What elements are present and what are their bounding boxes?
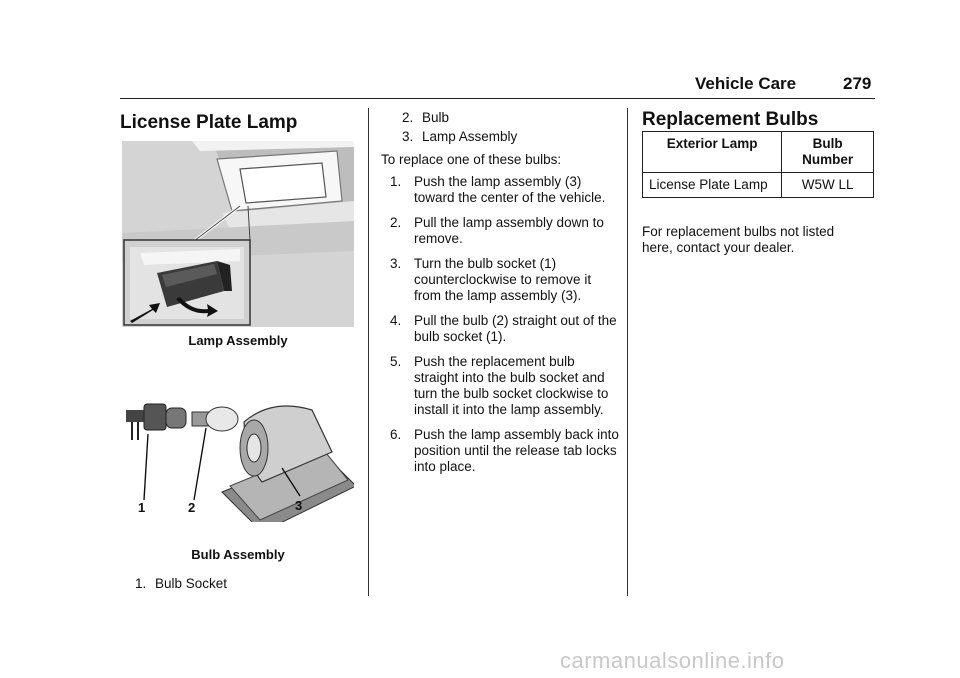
- bulb-assembly-figure: [122, 382, 354, 522]
- page-number: 279: [843, 74, 872, 93]
- step-item: [388, 354, 620, 418]
- step-text: Pull the lamp assembly down to remove.: [414, 215, 604, 246]
- parts-list-middle: [381, 110, 621, 148]
- procedure-steps: [388, 174, 620, 484]
- procedure-intro: To replace one of these bulbs:: [381, 152, 562, 167]
- step-item: [388, 215, 620, 247]
- lamp-assembly-figure: [122, 141, 354, 327]
- table-cell-lamp: License Plate Lamp: [643, 173, 782, 198]
- table-cell-bulb: W5W LL: [782, 173, 874, 198]
- callout-2: 2: [188, 500, 196, 515]
- bulb-assembly-illustration: [122, 382, 354, 522]
- step-number: 4.: [390, 313, 402, 328]
- column-divider-right: [627, 108, 628, 596]
- step-item: [388, 427, 620, 475]
- section-heading-license-plate-lamp: License Plate Lamp: [120, 112, 298, 133]
- callout-3: 3: [295, 498, 303, 513]
- step-number: 6.: [390, 427, 402, 442]
- parts-list-left: [122, 576, 362, 595]
- column-header-bulb-number: Bulb Number: [782, 132, 874, 173]
- column-divider-left: [368, 108, 369, 596]
- step-number: 2.: [390, 215, 402, 230]
- step-item: [388, 256, 620, 304]
- list-item-number: 1.: [135, 576, 147, 591]
- step-item: [388, 174, 620, 206]
- list-item-number: 3.: [402, 129, 414, 144]
- figure-caption-lamp-assembly: Lamp Assembly: [188, 333, 288, 348]
- step-item: [388, 313, 620, 345]
- list-item: [389, 129, 621, 148]
- running-header-section: Vehicle Care: [695, 74, 797, 93]
- step-text: Pull the bulb (2) straight out of the bulb socket (1).: [414, 313, 617, 344]
- step-number: 3.: [390, 256, 402, 271]
- list-item: [389, 110, 621, 129]
- list-item-number: 2.: [402, 110, 414, 125]
- list-item-label: Bulb: [422, 110, 450, 125]
- column-header-exterior-lamp: Exterior Lamp: [643, 132, 782, 173]
- table-row: [643, 173, 874, 198]
- replacement-bulbs-table: [642, 131, 874, 198]
- step-number: 1.: [390, 174, 402, 189]
- list-item: [122, 576, 362, 595]
- list-item-label: Lamp Assembly: [422, 129, 518, 144]
- figure-caption-bulb-assembly: Bulb Assembly: [191, 547, 285, 562]
- step-text: Push the replacement bulb straight into the bulb socket and turn the bulb socket clockwise to install it into the lamp assembly.: [414, 354, 609, 417]
- table-header-row: [643, 132, 874, 173]
- step-text: Turn the bulb socket (1) counterclockwise to remove it from the lamp assembly (3).: [414, 256, 592, 303]
- replacement-bulbs-table-wrap: [642, 131, 874, 198]
- list-item-label: Bulb Socket: [155, 576, 228, 591]
- watermark-text: carmanualsonline.info: [560, 648, 785, 673]
- callout-1: 1: [138, 500, 146, 515]
- dealer-note: For replacement bulbs not listed here, contact your dealer.: [642, 224, 835, 255]
- step-text: Push the lamp assembly back into position until the release tab locks into place.: [414, 427, 619, 474]
- section-heading-replacement-bulbs: Replacement Bulbs: [642, 109, 819, 130]
- header-divider: [120, 98, 875, 99]
- lamp-assembly-illustration: [122, 141, 354, 327]
- step-number: 5.: [390, 354, 402, 369]
- step-text: Push the lamp assembly (3) toward the center of the vehicle.: [414, 174, 606, 205]
